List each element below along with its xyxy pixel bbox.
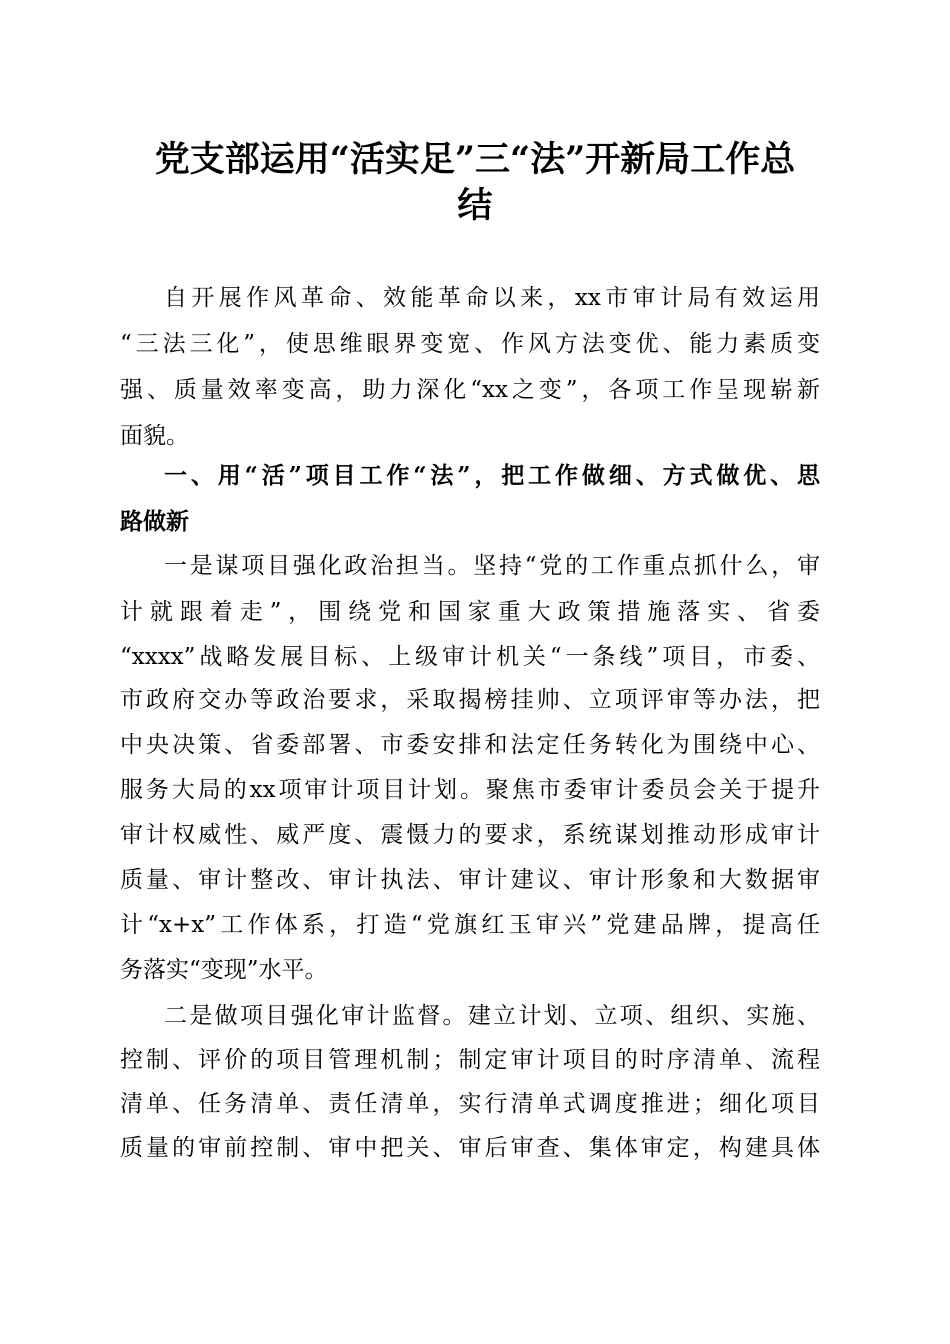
paragraph-line: “三法三化”，使思维眼界变宽、作风方法变优、能力素质变 <box>120 331 820 357</box>
paragraph-line: 二是做项目强化审计监督。建立计划、立项、组织、实施、 <box>164 1003 820 1029</box>
paragraph-line: 控制、评价的项目管理机制；制定审计项目的时序清单、流程 <box>120 1047 820 1073</box>
paragraph-line: 计“x+x”工作体系，打造“党旗红玉审兴”党建品牌，提高任 <box>120 912 820 938</box>
paragraph-line: 面貌。 <box>120 423 189 449</box>
paragraph-line: 计就跟着走”，围绕党和国家重大政策措施落实、省委 <box>120 599 820 625</box>
title-line: 党支部运用“活实足”三“法”开新局工作总 <box>154 139 796 180</box>
paragraph-line: 服务大局的xx项审计项目计划。聚焦市委审计委员会关于提升 <box>120 777 820 803</box>
title-line: 结 <box>457 185 493 226</box>
paragraph-line: 中央决策、省委部署、市委安排和法定任务转化为围绕中心、 <box>120 732 820 758</box>
paragraph-line: 自开展作风革命、效能革命以来，xx市审计局有效运用 <box>164 285 820 311</box>
paragraph-line: 清单、任务清单、责任清单，实行清单式调度推进；细化项目 <box>120 1091 820 1117</box>
section-heading-line: 路做新 <box>120 508 189 535</box>
paragraph-line: 市政府交办等政治要求，采取揭榜挂帅、立项评审等办法，把 <box>120 687 820 713</box>
paragraph-line: “xxxx”战略发展目标、上级审计机关“一条线”项目，市委、 <box>120 644 820 670</box>
paragraph-line: 强、质量效率变高，助力深化“xx之变”，各项工作呈现崭新 <box>120 377 820 403</box>
paragraph-line: 审计权威性、威严度、震慑力的要求，系统谋划推动形成审计 <box>120 822 820 848</box>
paragraph-line: 一是谋项目强化政治担当。坚持“党的工作重点抓什么，审 <box>164 553 820 579</box>
paragraph-line: 质量的审前控制、审中把关、审后审查、集体审定，构建具体 <box>120 1135 820 1161</box>
paragraph-line: 质量、审计整改、审计执法、审计建议、审计形象和大数据审 <box>120 867 820 893</box>
paragraph-line: 务落实“变现”水平。 <box>120 957 328 983</box>
section-heading-line: 一、用“活”项目工作“法”，把工作做细、方式做优、思 <box>164 462 820 489</box>
